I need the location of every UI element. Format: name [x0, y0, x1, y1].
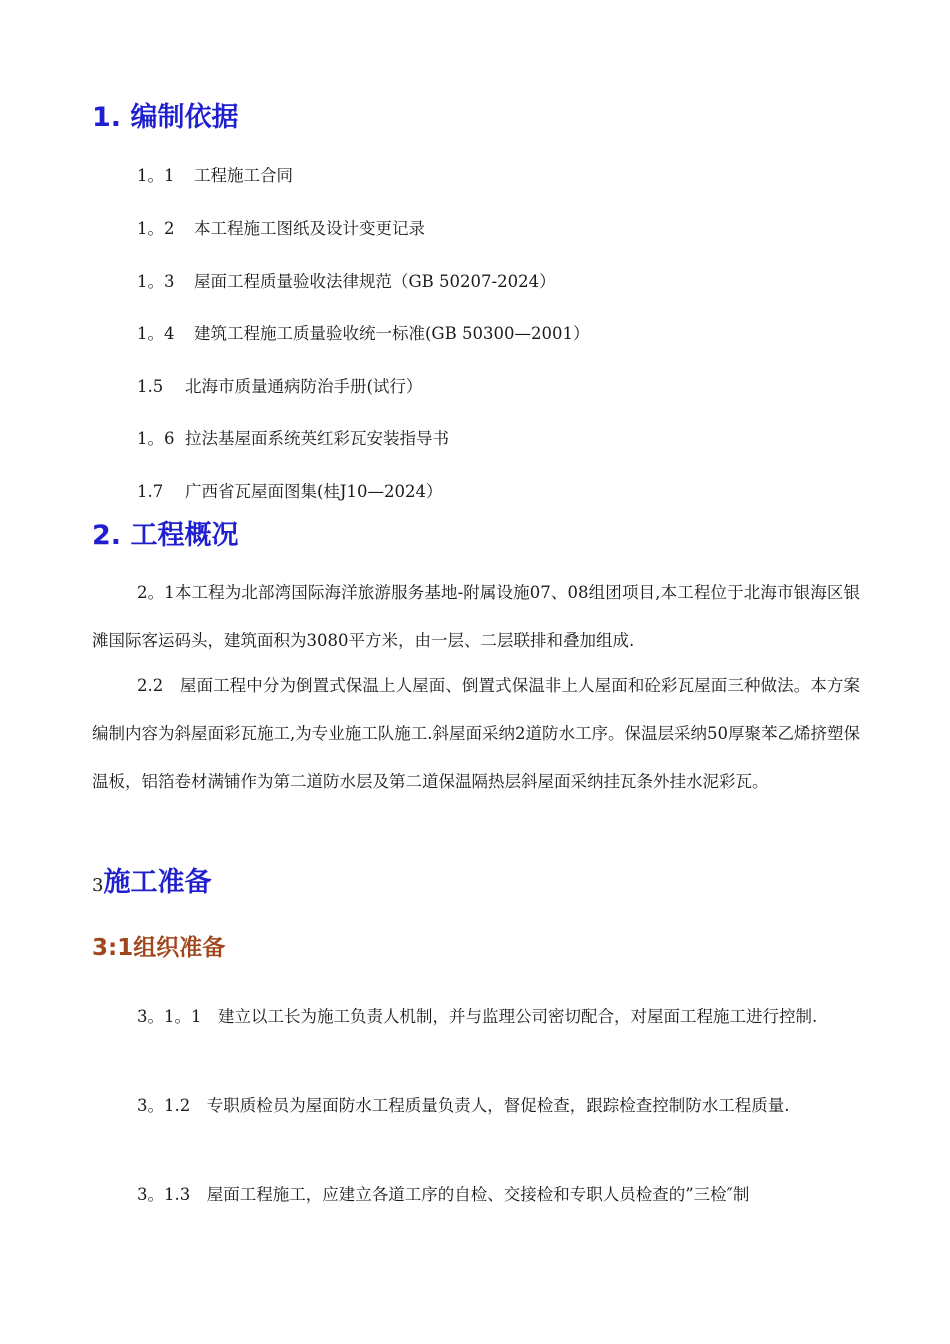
- section-3-title: 施工准备: [103, 867, 212, 898]
- list-item: 1.5 北海市质量通病防治手册(试行）: [137, 377, 423, 396]
- paragraph: 3。1.3 屋面工程施工，应建立各道工序的自检、交接检和专职人员检查的”三检″制: [137, 1185, 750, 1204]
- paragraph: 2。1本工程为北部湾国际海洋旅游服务基地-附属设施07、08组团项目,本工程位于北海市银海区银滩国际客运码头，建筑面积为3080平方米，由一层、二层联排和叠加组成.: [92, 583, 860, 650]
- paragraph: 2.2 屋面工程中分为倒置式保温上人屋面、倒置式保温非上人屋面和砼彩瓦屋面三种做法。本方案编制内容为斜屋面彩瓦施工,为专业施工队施工.斜屋面采纳2道防水工序。保温层采纳50厚聚苯乙烯挤塑保温板，铝箔卷材满铺作为第二道防水层及第二道保温隔热层斜屋面采纳挂瓦条外挂水泥彩瓦。: [92, 676, 860, 791]
- section-1-heading: 1. 编制依据: [92, 102, 239, 133]
- list-item: 1。4 建筑工程施工质量验收统一标准(GB 50300—2001）: [137, 324, 590, 343]
- paragraph: 3。1.2 专职质检员为屋面防水工程质量负责人，督促检查，跟踪检查控制防水工程质量.: [137, 1096, 790, 1115]
- list-item: 1。3 屋面工程质量验收法律规范（GB 50207-2024）: [137, 272, 556, 291]
- section-2-heading: 2. 工程概况: [92, 520, 239, 551]
- list-item: 1.7 广西省瓦屋面图集(桂J10—2024）: [137, 482, 443, 501]
- list-item: 1。6 拉法基屋面系统英红彩瓦安装指导书: [137, 429, 449, 448]
- subsection-3-1-heading: 3:1组织准备: [92, 935, 226, 961]
- section-3-heading: [92, 866, 211, 903]
- section-3-number: 3: [92, 875, 104, 896]
- list-item: 1。1 工程施工合同: [137, 166, 293, 185]
- paragraph: 3。1。1 建立以工长为施工负责人机制，并与监理公司密切配合，对屋面工程施工进行控制.: [137, 1007, 818, 1026]
- list-item: 1。2 本工程施工图纸及设计变更记录: [137, 219, 425, 238]
